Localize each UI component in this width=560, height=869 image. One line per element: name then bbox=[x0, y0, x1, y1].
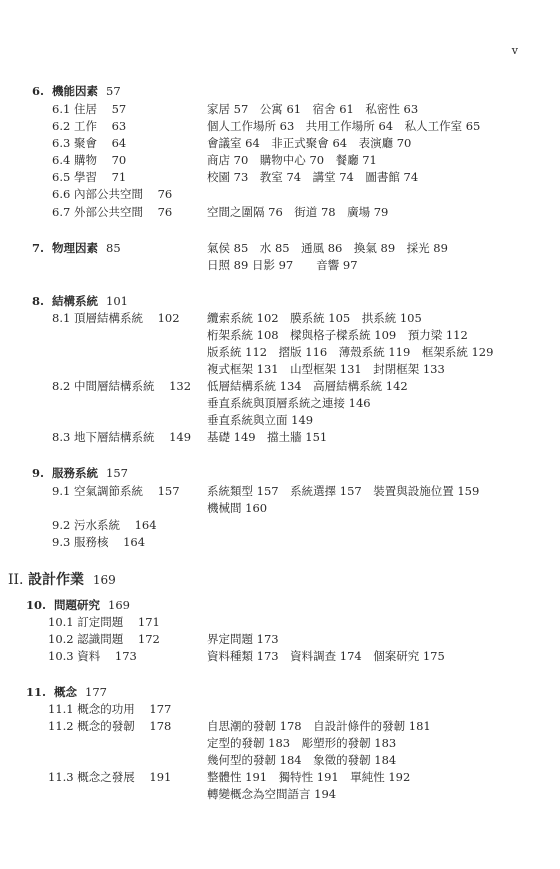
part-title: 設計作業 bbox=[27, 572, 84, 588]
part-2-heading bbox=[8, 572, 116, 588]
toc-topics-11-2-row-3: 幾何型的發韌 184 象徵的發韌 184 bbox=[207, 753, 397, 767]
toc-topics-6-1: 家居 57 公寓 61 宿舍 61 私密性 63 bbox=[207, 102, 419, 116]
chapter-10-heading bbox=[26, 598, 130, 612]
toc-topics-11-3-row-1: 整體性 191 獨特性 191 單純性 192 bbox=[207, 770, 411, 784]
toc-entry-10-1: 10.1 訂定問題 171 bbox=[48, 615, 160, 629]
toc-topics-8-1-row-2: 桁架系統 108 樑與格子樑系統 109 預力梁 112 bbox=[207, 328, 468, 342]
toc-topics-6-2: 個人工作場所 63 共用工作場所 64 私人工作室 65 bbox=[207, 119, 481, 133]
chapter-title: 物理因素 bbox=[52, 241, 99, 255]
toc-entry-6-6: 6.6 內部公共空間 76 bbox=[52, 187, 173, 201]
toc-entry-10-3: 10.3 資料 173 bbox=[48, 649, 137, 663]
chapter-page: 101 bbox=[106, 294, 128, 308]
chapter-6-heading bbox=[32, 84, 121, 98]
toc-topics-8-2-row-3: 垂直系統與立面 149 bbox=[207, 413, 314, 427]
toc-entry-6-4: 6.4 購物 70 bbox=[52, 153, 127, 167]
chapter-title: 機能因素 bbox=[52, 84, 99, 98]
toc-topics-7-row-2: 日照 89 日影 97 音響 97 bbox=[207, 258, 358, 272]
toc-topics-10-3: 資料種類 173 資料調查 174 個案研究 175 bbox=[207, 649, 445, 663]
toc-topics-6-7: 空間之圍隔 76 街道 78 廣場 79 bbox=[207, 205, 389, 219]
toc-entry-6-3: 6.3 聚會 64 bbox=[52, 136, 127, 150]
chapter-8-heading bbox=[32, 294, 128, 308]
chapter-number: 8. bbox=[32, 294, 45, 308]
chapter-page: 85 bbox=[106, 241, 121, 255]
chapter-number: 10. bbox=[26, 598, 47, 612]
toc-entry-9-1: 9.1 空氣調節系統 157 bbox=[52, 484, 180, 498]
toc-topics-9-1-row-1: 系統類型 157 系統選擇 157 裝置與設施位置 159 bbox=[207, 484, 480, 498]
chapter-number: 11. bbox=[26, 685, 47, 699]
toc-topics-8-1-row-4: 複式框架 131 山型框架 131 封閉框架 133 bbox=[207, 362, 445, 376]
toc-entry-11-2: 11.2 概念的發韌 178 bbox=[48, 719, 172, 733]
toc-entry-11-3: 11.3 概念之發展 191 bbox=[48, 770, 172, 784]
chapter-page: 57 bbox=[106, 84, 121, 98]
toc-entry-6-7: 6.7 外部公共空間 76 bbox=[52, 205, 173, 219]
toc-topics-8-2-row-2: 垂直系統與頂層系統之連接 146 bbox=[207, 396, 371, 410]
chapter-page: 157 bbox=[106, 466, 128, 480]
chapter-number: 7. bbox=[32, 241, 45, 255]
toc-entry-8-1: 8.1 頂層結構系統 102 bbox=[52, 311, 180, 325]
toc-entry-6-5: 6.5 學習 71 bbox=[52, 170, 127, 184]
toc-topics-8-2-row-1: 低層結構系統 134 高層結構系統 142 bbox=[207, 379, 408, 393]
toc-entry-11-1: 11.1 概念的功用 177 bbox=[48, 702, 172, 716]
toc-entry-6-1: 6.1 住居 57 bbox=[52, 102, 127, 116]
toc-entry-6-2: 6.2 工作 63 bbox=[52, 119, 127, 133]
chapter-page: 177 bbox=[85, 685, 107, 699]
chapter-11-heading bbox=[26, 685, 107, 699]
chapter-title: 概念 bbox=[54, 685, 78, 699]
toc-topics-8-1-row-1: 纜索系統 102 膜系統 105 拱系統 105 bbox=[207, 311, 422, 325]
toc-topics-6-5: 校園 73 教室 74 講堂 74 圖書館 74 bbox=[207, 170, 419, 184]
toc-topics-7-row-1: 氣侯 85 水 85 通風 86 換氣 89 採光 89 bbox=[207, 241, 448, 255]
chapter-number: 9. bbox=[32, 466, 45, 480]
toc-topics-11-2-row-1: 自思潮的發韌 178 自設計條件的發韌 181 bbox=[207, 719, 431, 733]
toc-topics-11-3-row-2: 轉變概念為空間語言 194 bbox=[207, 787, 337, 801]
chapter-7-heading bbox=[32, 241, 121, 255]
toc-topics-6-4: 商店 70 購物中心 70 餐廳 71 bbox=[207, 153, 377, 167]
toc-topics-11-2-row-2: 定型的發韌 183 彫塑形的發韌 183 bbox=[207, 736, 397, 750]
chapter-number: 6. bbox=[32, 84, 45, 98]
chapter-page: 169 bbox=[108, 598, 130, 612]
chapter-title: 服務系統 bbox=[52, 466, 99, 480]
part-number: II. bbox=[8, 572, 24, 588]
toc-topics-10-2: 界定問題 173 bbox=[207, 632, 279, 646]
chapter-title: 結構系統 bbox=[52, 294, 99, 308]
toc-topics-6-3: 會議室 64 非正式聚會 64 表演廳 70 bbox=[207, 136, 412, 150]
chapter-title: 問題研究 bbox=[54, 598, 101, 612]
toc-topics-8-3: 基礎 149 擋土牆 151 bbox=[207, 430, 328, 444]
part-page: 169 bbox=[92, 573, 116, 587]
toc-entry-8-2: 8.2 中間層結構系統 132 bbox=[52, 379, 192, 393]
toc-topics-8-1-row-3: 版系統 112 摺版 116 薄殼系統 119 框架系統 129 bbox=[207, 345, 494, 359]
toc-entry-9-2: 9.2 污水系統 164 bbox=[52, 518, 157, 532]
toc-entry-10-2: 10.2 認識問題 172 bbox=[48, 632, 160, 646]
toc-entry-9-3: 9.3 服務核 164 bbox=[52, 535, 146, 549]
toc-entry-8-3: 8.3 地下層結構系統 149 bbox=[52, 430, 192, 444]
chapter-9-heading bbox=[32, 466, 128, 480]
toc-topics-9-1-row-2: 機械間 160 bbox=[207, 501, 268, 515]
page-number: v bbox=[511, 44, 518, 57]
